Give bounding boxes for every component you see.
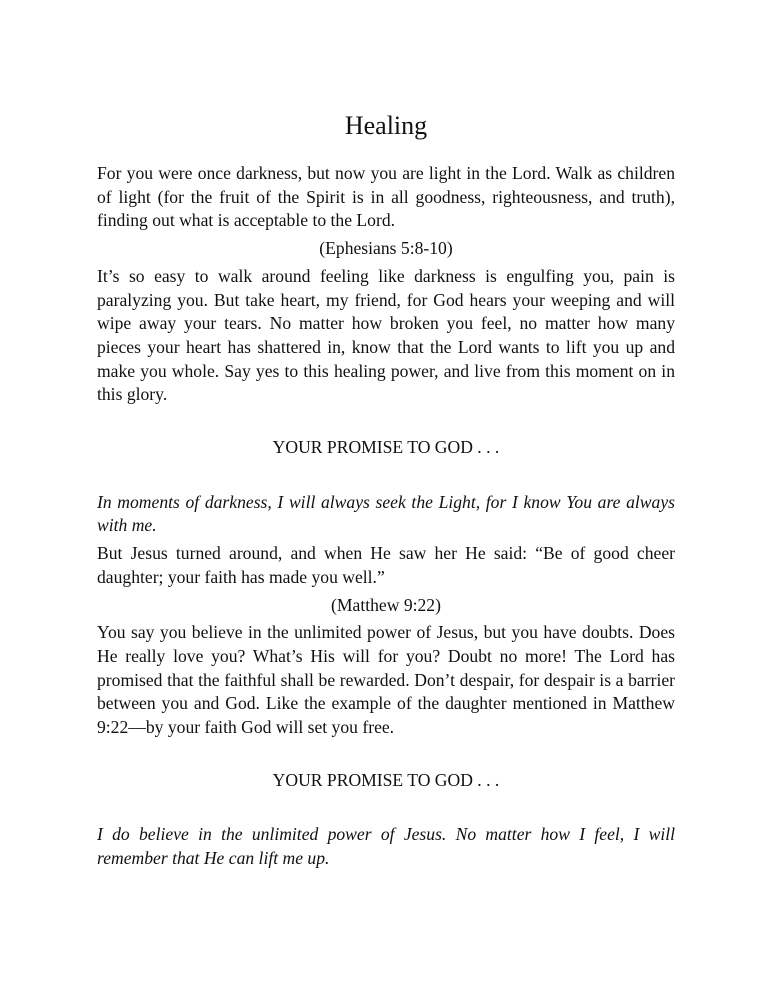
scripture-reference: (Matthew 9:22) [331,594,441,615]
promise-text: In moments of darkness, I will always seek the Light, for I know You are always with me. [97,491,675,536]
promise-heading: YOUR PROMISE TO GOD . . . [272,769,500,790]
scripture-passage: But Jesus turned around, and when He saw her He said: “Be of good cheer daughter; your faith has made you well.” [97,543,675,587]
promise-text: I do believe in the unlimited power of Jesus. No matter how I feel, I will remember that He can lift me up. [97,824,675,869]
promise-heading: YOUR PROMISE TO GOD . . . [272,437,500,458]
devotional-page [97,110,675,875]
reflection-paragraph: You say you believe in the unlimited power of Jesus, but you have doubts. Does He really love you? What’s His will for you? Doubt no more! The Lord has promised that the faithful shall be rewarded. Don’t despair, for despair is a barrier between you and God. Like the example of the daughter mentioned in Matthew 9:22—by your faith God will set you free. [97,622,675,738]
scripture-passage: For you were once darkness, but now you are light in the Lord. Walk as children of light (for the fruit of the Spirit is in all goodness, righteousness, and truth), finding out what is acceptable to the Lord. [97,163,675,231]
reflection-paragraph: It’s so easy to walk around feeling like darkness is engulfing you, pain is paralyzing you. But take heart, my friend, for God hears your weeping and will wipe away your tears. No matter how broken you feel, no matter how many pieces your heart has shattered in, know that the Lord wants to lift you up and make you whole. Say yes to this healing power, and live from this moment on in this glory. [97,265,675,405]
scripture-reference: (Ephesians 5:8-10) [319,238,453,259]
page-title: Healing [344,111,428,140]
